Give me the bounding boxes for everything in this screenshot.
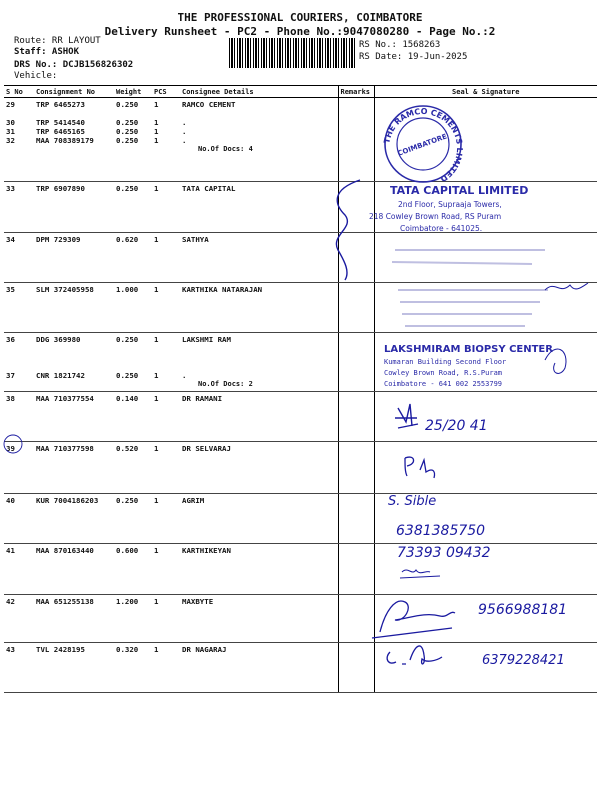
cell-pcs-line: 1 [154,597,159,606]
cell-pcs-line: 1 [154,371,159,380]
cell-pcs-line: 1 [154,394,159,403]
cell-consignment-line: MAA 710377554 [36,394,94,403]
col-pcs: PCS [152,86,180,98]
scribble-signature [336,180,360,280]
cell-sno-line: 35 [6,285,15,294]
cell-weight-line: 0.250 [116,335,139,344]
lakshmi-stamp-addr1: Kumaran Building Second Floor [384,358,507,366]
row40-phone: 6381385750 [396,523,486,539]
cell-weight-line: 0.250 [116,118,139,127]
row39-circle-mark [4,435,22,453]
route: Route: RR LAYOUT [14,36,101,46]
cell-weight-line: 0.250 [116,136,139,145]
lakshmi-stamp-addr3: Coimbatore - 641 002 2553799 [384,380,503,388]
cell-pcs-line: 1 [154,118,159,127]
cell-sno-line: 30 [6,118,15,127]
cell-consignee-line: LAKSHMI RAM [182,335,231,344]
row41-phone: 73393 09432 [397,545,491,561]
runsheet-subtitle: Delivery Runsheet - PC2 - Phone No.:9047080280 - Page No.:2 [104,25,496,38]
row43-signature [387,646,442,664]
cell-sno-line: 37 [6,371,15,380]
cell-consignee-line: . [182,118,187,127]
cell-consignment-line: TVL 2428195 [36,645,85,654]
cell-sno-line: 36 [6,335,15,344]
cell-consignee-line: . [182,136,187,145]
tata-stamp-addr2: 218 Cowley Brown Road, RS Puram [369,212,502,221]
cell-pcs-line: 1 [154,335,159,344]
cell-sno-line: 39 [6,444,15,453]
cell-consignee-line: TATA CAPITAL [182,184,236,193]
ramco-seal-center: COIMBATORE [396,132,449,158]
row40-name: S. Sible [388,494,437,509]
cell-pcs-line: 1 [154,127,159,136]
staff: Staff: ASHOK [14,47,80,57]
cell-consignment-line: TRP 5414540 [36,118,85,127]
cell-pcs-line: 1 [154,546,159,555]
cell-weight-line: 0.250 [116,496,139,505]
cell-consignment-line: MAA 708389179 [36,136,94,145]
small-signature [545,283,588,290]
cell-weight-line: 0.250 [116,100,139,109]
cell-pcs-line: 1 [154,645,159,654]
row38-handwriting: 25/20 41 [425,418,488,434]
vehicle: Vehicle: [14,71,58,81]
cell-sno-line: 33 [6,184,15,193]
cell-consignment-line: KUR 7004186203 [36,496,99,505]
cell-weight-line: 0.250 [116,184,139,193]
cell-consignee-line: . [182,127,187,136]
col-remarks: Remarks [338,86,374,98]
company-name: THE PROFESSIONAL COURIERS, COIMBATORE [177,11,423,24]
cell-sno-line: 31 [6,127,15,136]
cell-sno-line: 29 [6,100,15,109]
cell-weight-line: 1.000 [116,285,139,294]
cell-pcs-line: 1 [154,496,159,505]
cell-consignee-line: . [182,371,187,380]
cell-weight-line: 0.140 [116,394,139,403]
row42-signature [372,601,455,638]
row42-phone: 9566988181 [478,602,568,618]
cell-pcs-line: 1 [154,285,159,294]
cell-consignment-line: DDG 369980 [36,335,81,344]
cell-weight-line: 0.520 [116,444,139,453]
tata-stamp-addr3: Coimbatore - 641025. [400,224,483,233]
col-consignee: Consignee Details [180,86,338,98]
rs-date: RS Date: 19-Jun-2025 [359,52,468,62]
cell-consignee-line: DR NAGARAJ [182,645,227,654]
row41-signature [400,570,440,578]
cell-sno-line: 41 [6,546,15,555]
tata-stamp-addr1: 2nd Floor, Supraaja Towers, [398,200,502,209]
cell-consignee-line: SATHYA [182,235,209,244]
cell-consignment-line: TRP 6907890 [36,184,85,193]
row38-signature [395,404,418,428]
cell-pcs-line: 1 [154,100,159,109]
cell-pcs-line: 1 [154,136,159,145]
cell-consignment-line: TRP 6465273 [36,100,85,109]
row39-signature [405,457,435,478]
lakshmi-stamp-addr2: Cowley Brown Road, R.S.Puram [384,369,503,377]
cell-sno-line: 32 [6,136,15,145]
cell-sno-line: 42 [6,597,15,606]
cell-consignee-line: KARTHIKEYAN [182,546,231,555]
tata-stamp-name: TATA CAPITAL LIMITED [390,184,529,197]
lakshmi-stamp-name: LAKSHMIRAM BIOPSY CENTER [384,344,553,355]
col-consignment: Consignment No [34,86,114,98]
cell-weight-line: 0.600 [116,546,139,555]
cell-consignment-line: TRP 6465165 [36,127,85,136]
docs-count: No.Of Docs: 4 [198,145,253,153]
cell-weight-line: 1.200 [116,597,139,606]
drs-number: DRS No.: DCJB156826302 [14,60,134,70]
rs-number: RS No.: 1568263 [359,40,441,50]
cell-pcs-line: 1 [154,235,159,244]
cell-consignee-line: DR SELVARAJ [182,444,231,453]
col-weight: Weight [114,86,152,98]
faded-stamp [392,250,548,326]
cell-sno-line: 38 [6,394,15,403]
cell-consignee-line: KARTHIKA NATARAJAN [182,285,263,294]
row43-phone: 6379228421 [482,653,565,668]
cell-weight-line: 0.250 [116,371,139,380]
cell-consignment-line: SLM 372405958 [36,285,94,294]
cell-consignee-line: RAMCO CEMENT [182,100,236,109]
cell-weight-line: 0.620 [116,235,139,244]
cell-consignee-line: AGRIM [182,496,205,505]
cell-sno-line: 34 [6,235,15,244]
cell-weight-line: 0.250 [116,127,139,136]
cell-sno-line: 40 [6,496,15,505]
cell-consignment-line: MAA 710377598 [36,444,94,453]
cell-pcs-line: 1 [154,184,159,193]
col-sno: S No [4,86,34,98]
cell-pcs-line: 1 [154,444,159,453]
cell-consignee-line: DR RAMANI [182,394,223,403]
cell-consignment-line: CNR 1821742 [36,371,85,380]
cell-consignment-line: DPM 729309 [36,235,81,244]
cell-weight-line: 0.320 [116,645,139,654]
cell-sno-line: 43 [6,645,15,654]
docs-count: No.Of Docs: 2 [198,380,253,388]
col-signature: Seal & Signature [374,86,597,98]
cell-consignment-line: MAA 870163440 [36,546,94,555]
cell-consignee-line: MAXBYTE [182,597,214,606]
cell-consignment-line: MAA 651255138 [36,597,94,606]
ramco-seal-ring-text: THE RAMCO CEMENTS LIMITED [382,106,465,184]
